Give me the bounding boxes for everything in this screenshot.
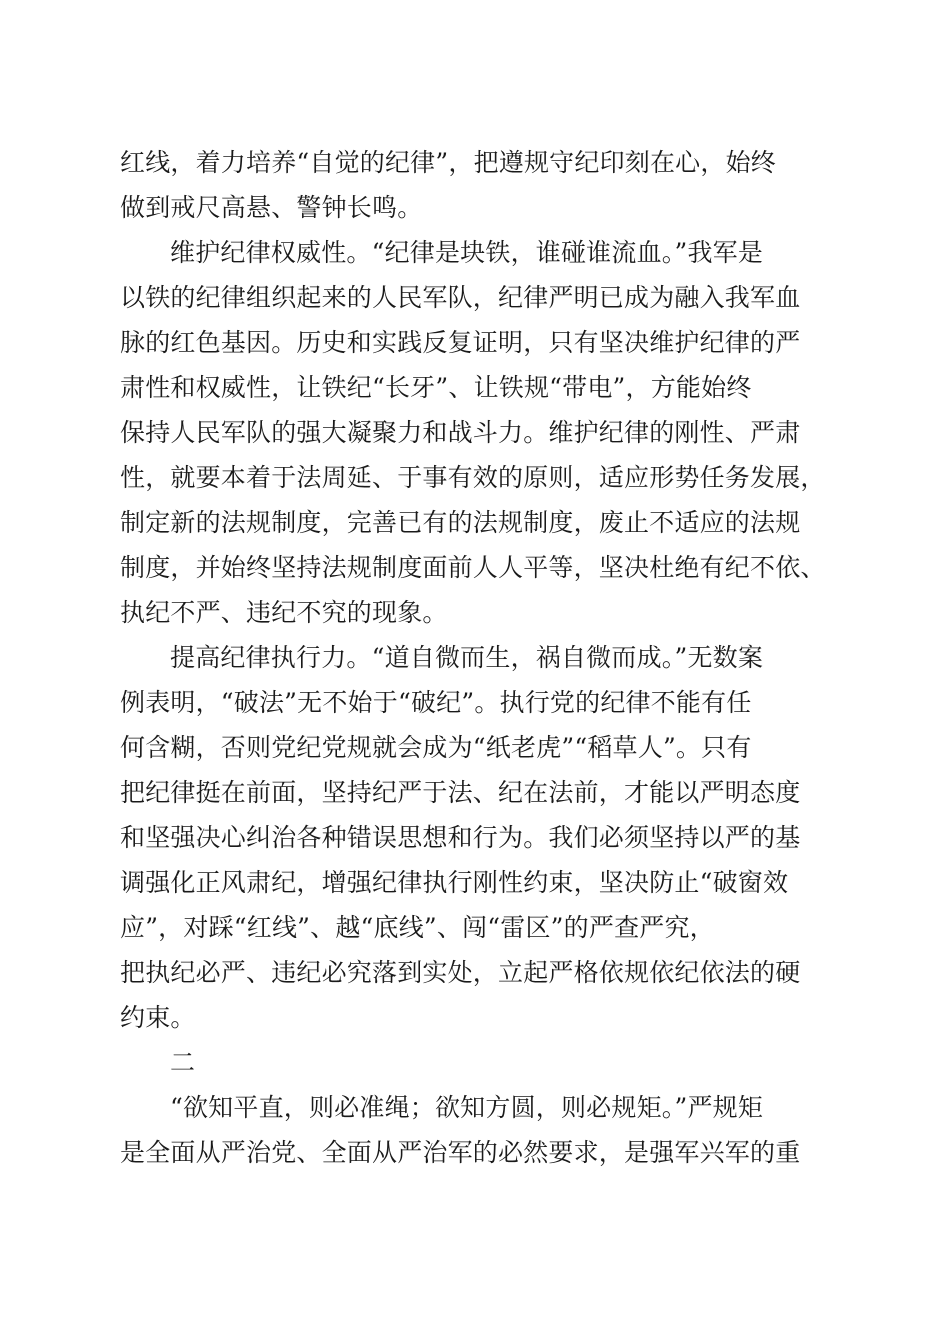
section-heading: 二 bbox=[170, 1048, 196, 1077]
text-line: 应”，对踩“红线”、越“底线”、闯“雷区”的严查严究， bbox=[120, 913, 715, 942]
text-line: 做到戒尺高悬、警钟长鸣。 bbox=[120, 193, 423, 222]
text-line: 红线，着力培养“自觉的纪律”，把遵规守纪印刻在心，始终 bbox=[120, 148, 776, 177]
text-line: 和坚强决心纠治各种错误思想和行为。我们必须坚持以严的基 bbox=[120, 823, 801, 852]
text-line: 例表明，“破法”无不始于“破纪”。执行党的纪律不能有任 bbox=[120, 688, 752, 717]
text-line: 制定新的法规制度，完善已有的法规制度，废止不适应的法规 bbox=[120, 508, 801, 537]
text-line: 约束。 bbox=[120, 1003, 196, 1032]
text-line: 是全面从严治党、全面从严治军的必然要求，是强军兴军的重 bbox=[120, 1138, 801, 1167]
text-line: 制度，并始终坚持法规制度面前人人平等，坚决杜绝有纪不依、 bbox=[120, 553, 826, 582]
text-line: 保持人民军队的强大凝聚力和战斗力。维护纪律的刚性、严肃 bbox=[120, 418, 801, 447]
text-line: 性，就要本着于法周延、于事有效的原则，适应形势任务发展， bbox=[120, 463, 826, 492]
text-line: 何含糊，否则党纪党规就会成为“纸老虎”“稻草人”。只有 bbox=[120, 733, 752, 762]
text-line: 调强化正风肃纪，增强纪律执行刚性约束，坚决防止“破窗效 bbox=[120, 868, 789, 897]
paragraph-start-line: “欲知平直，则必准绳；欲知方圆，则必规矩。”严规矩 bbox=[170, 1093, 764, 1122]
text-line: 把执纪必严、违纪必究落到实处，立起严格依规依纪依法的硬 bbox=[120, 958, 801, 987]
text-line: 把纪律挺在前面，坚持纪严于法、纪在法前，才能以严明态度 bbox=[120, 778, 801, 807]
paragraph-start-line: 维护纪律权威性。“纪律是块铁，谁碰谁流血。”我军是 bbox=[170, 238, 764, 267]
text-line: 以铁的纪律组织起来的人民军队，纪律严明已成为融入我军血 bbox=[120, 283, 801, 312]
text-line: 执纪不严、违纪不究的现象。 bbox=[120, 598, 448, 627]
paragraph-start-line: 提高纪律执行力。“道自微而生，祸自微而成。”无数案 bbox=[170, 643, 764, 672]
text-line: 肃性和权威性，让铁纪“长牙”、让铁规“带电”，方能始终 bbox=[120, 373, 752, 402]
text-line: 脉的红色基因。历史和实践反复证明，只有坚决维护纪律的严 bbox=[120, 328, 801, 357]
